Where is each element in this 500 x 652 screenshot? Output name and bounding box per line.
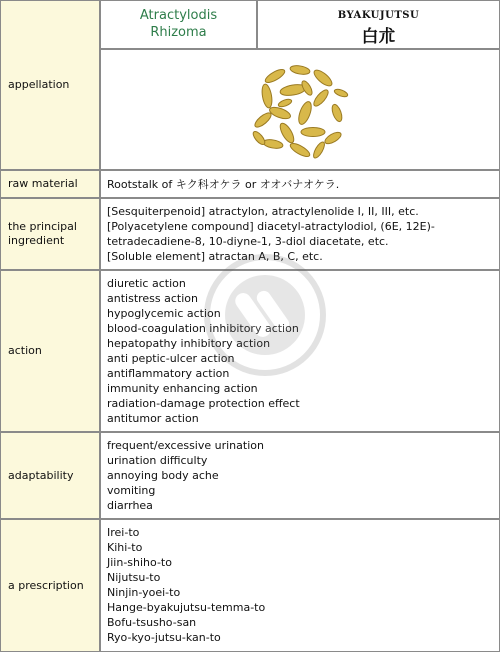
rhizome-piece bbox=[323, 130, 343, 146]
label-appellation-text: appellation bbox=[8, 78, 70, 91]
adaptability-item: annoying body ache bbox=[107, 469, 219, 482]
action-item: diuretic action bbox=[107, 277, 186, 290]
label-principal-ingredient bbox=[1, 199, 99, 269]
adaptability-item: urination difficulty bbox=[107, 454, 208, 467]
label-action bbox=[1, 271, 99, 431]
rhizome-piece bbox=[330, 103, 344, 123]
adaptability-item: frequent/excessive urination bbox=[107, 439, 264, 452]
rhizome-piece bbox=[278, 121, 297, 145]
label-raw-material-text: raw material bbox=[8, 177, 78, 190]
japanese-name bbox=[258, 1, 499, 48]
action-item: anti peptic-ulcer action bbox=[107, 352, 235, 365]
ingredients-list bbox=[101, 199, 499, 269]
action-item: hepatopathy inhibitory action bbox=[107, 337, 271, 350]
latin-name-line2: Rhizoma bbox=[150, 25, 207, 40]
ingredient-line: [Sesquiterpenoid] atractylon, atractylenolide I, II, III, etc. bbox=[107, 205, 419, 218]
ingredient-line: [Soluble element] atractan A, B, C, etc. bbox=[107, 250, 323, 263]
label-action-text: action bbox=[8, 344, 42, 357]
prescription-item: Kihi-to bbox=[107, 541, 143, 554]
herb-image-cell bbox=[101, 50, 499, 169]
raw-material-text: Rootstalk of キク科オケラ or オオバナオケラ. bbox=[107, 177, 340, 191]
ingredient-line: [Polyacetylene compound] diacetyl-atractylodiol, (6E, 12E)- bbox=[107, 220, 435, 233]
kanji-name: 白朮 bbox=[361, 27, 396, 47]
rhizome-piece bbox=[262, 138, 283, 149]
rhizome-piece bbox=[296, 100, 314, 126]
prescription-item: Hange-byakujutsu-temma-to bbox=[107, 601, 266, 614]
latin-name-line1: Atractylodis bbox=[139, 8, 218, 23]
action-item: radiation-damage protection effect bbox=[107, 397, 300, 410]
label-appellation bbox=[1, 1, 99, 169]
action-item: blood-coagulation inhibitory action bbox=[107, 322, 299, 335]
prescription-item: Bofu-tsusho-san bbox=[107, 616, 197, 629]
action-item: immunity enhancing action bbox=[107, 382, 258, 395]
action-item: antistress action bbox=[107, 292, 198, 305]
label-adaptability-text: adaptability bbox=[8, 468, 74, 482]
ingredient-line: tetradecadiene-8, 10-diyne-1, 3-diol diacetate, etc. bbox=[107, 235, 389, 248]
rhizome-piece bbox=[277, 97, 292, 107]
rhizome-piece bbox=[251, 129, 267, 146]
rhizome-piece bbox=[312, 67, 335, 88]
actions-list bbox=[101, 271, 499, 431]
rhizome-piece bbox=[301, 127, 325, 136]
action-item: hypoglycemic action bbox=[107, 307, 221, 320]
action-item: antiflammatory action bbox=[107, 367, 230, 380]
raw-material-value bbox=[101, 171, 499, 197]
adaptability-item: diarrhea bbox=[107, 499, 153, 512]
label-prescription bbox=[1, 520, 99, 651]
label-prescription-text: a prescription bbox=[8, 578, 84, 592]
prescription-item: Nijutsu-to bbox=[107, 571, 161, 584]
rhizome-piece bbox=[289, 64, 310, 75]
rhizome-piece bbox=[333, 87, 348, 97]
herb-rhizome-image bbox=[245, 58, 355, 162]
latin-name bbox=[101, 1, 256, 48]
prescriptions-list bbox=[101, 520, 499, 651]
label-adaptability bbox=[1, 433, 99, 518]
prescription-item: Ryo-kyo-jutsu-kan-to bbox=[107, 631, 221, 644]
rhizome-piece bbox=[311, 140, 326, 159]
romaji-name: BYAKUJUTSU bbox=[337, 10, 420, 21]
adaptability-list bbox=[101, 433, 499, 518]
label-raw-material bbox=[1, 171, 99, 197]
rhizome-piece bbox=[253, 110, 273, 129]
adaptability-item: vomiting bbox=[107, 484, 156, 497]
label-principal-line2: ingredient bbox=[8, 234, 65, 247]
rhizome-piece bbox=[268, 105, 292, 121]
rhizome-piece bbox=[312, 87, 331, 107]
rhizome-piece bbox=[260, 83, 273, 108]
rhizome-piece bbox=[288, 141, 311, 159]
label-principal-line1: the principal bbox=[8, 220, 77, 233]
prescription-item: Ninjin-yoei-to bbox=[107, 586, 181, 599]
action-item: antitumor action bbox=[107, 412, 199, 425]
rhizome-piece bbox=[263, 67, 286, 85]
prescription-item: Jiin-shiho-to bbox=[107, 556, 172, 569]
prescription-item: Irei-to bbox=[107, 526, 140, 539]
